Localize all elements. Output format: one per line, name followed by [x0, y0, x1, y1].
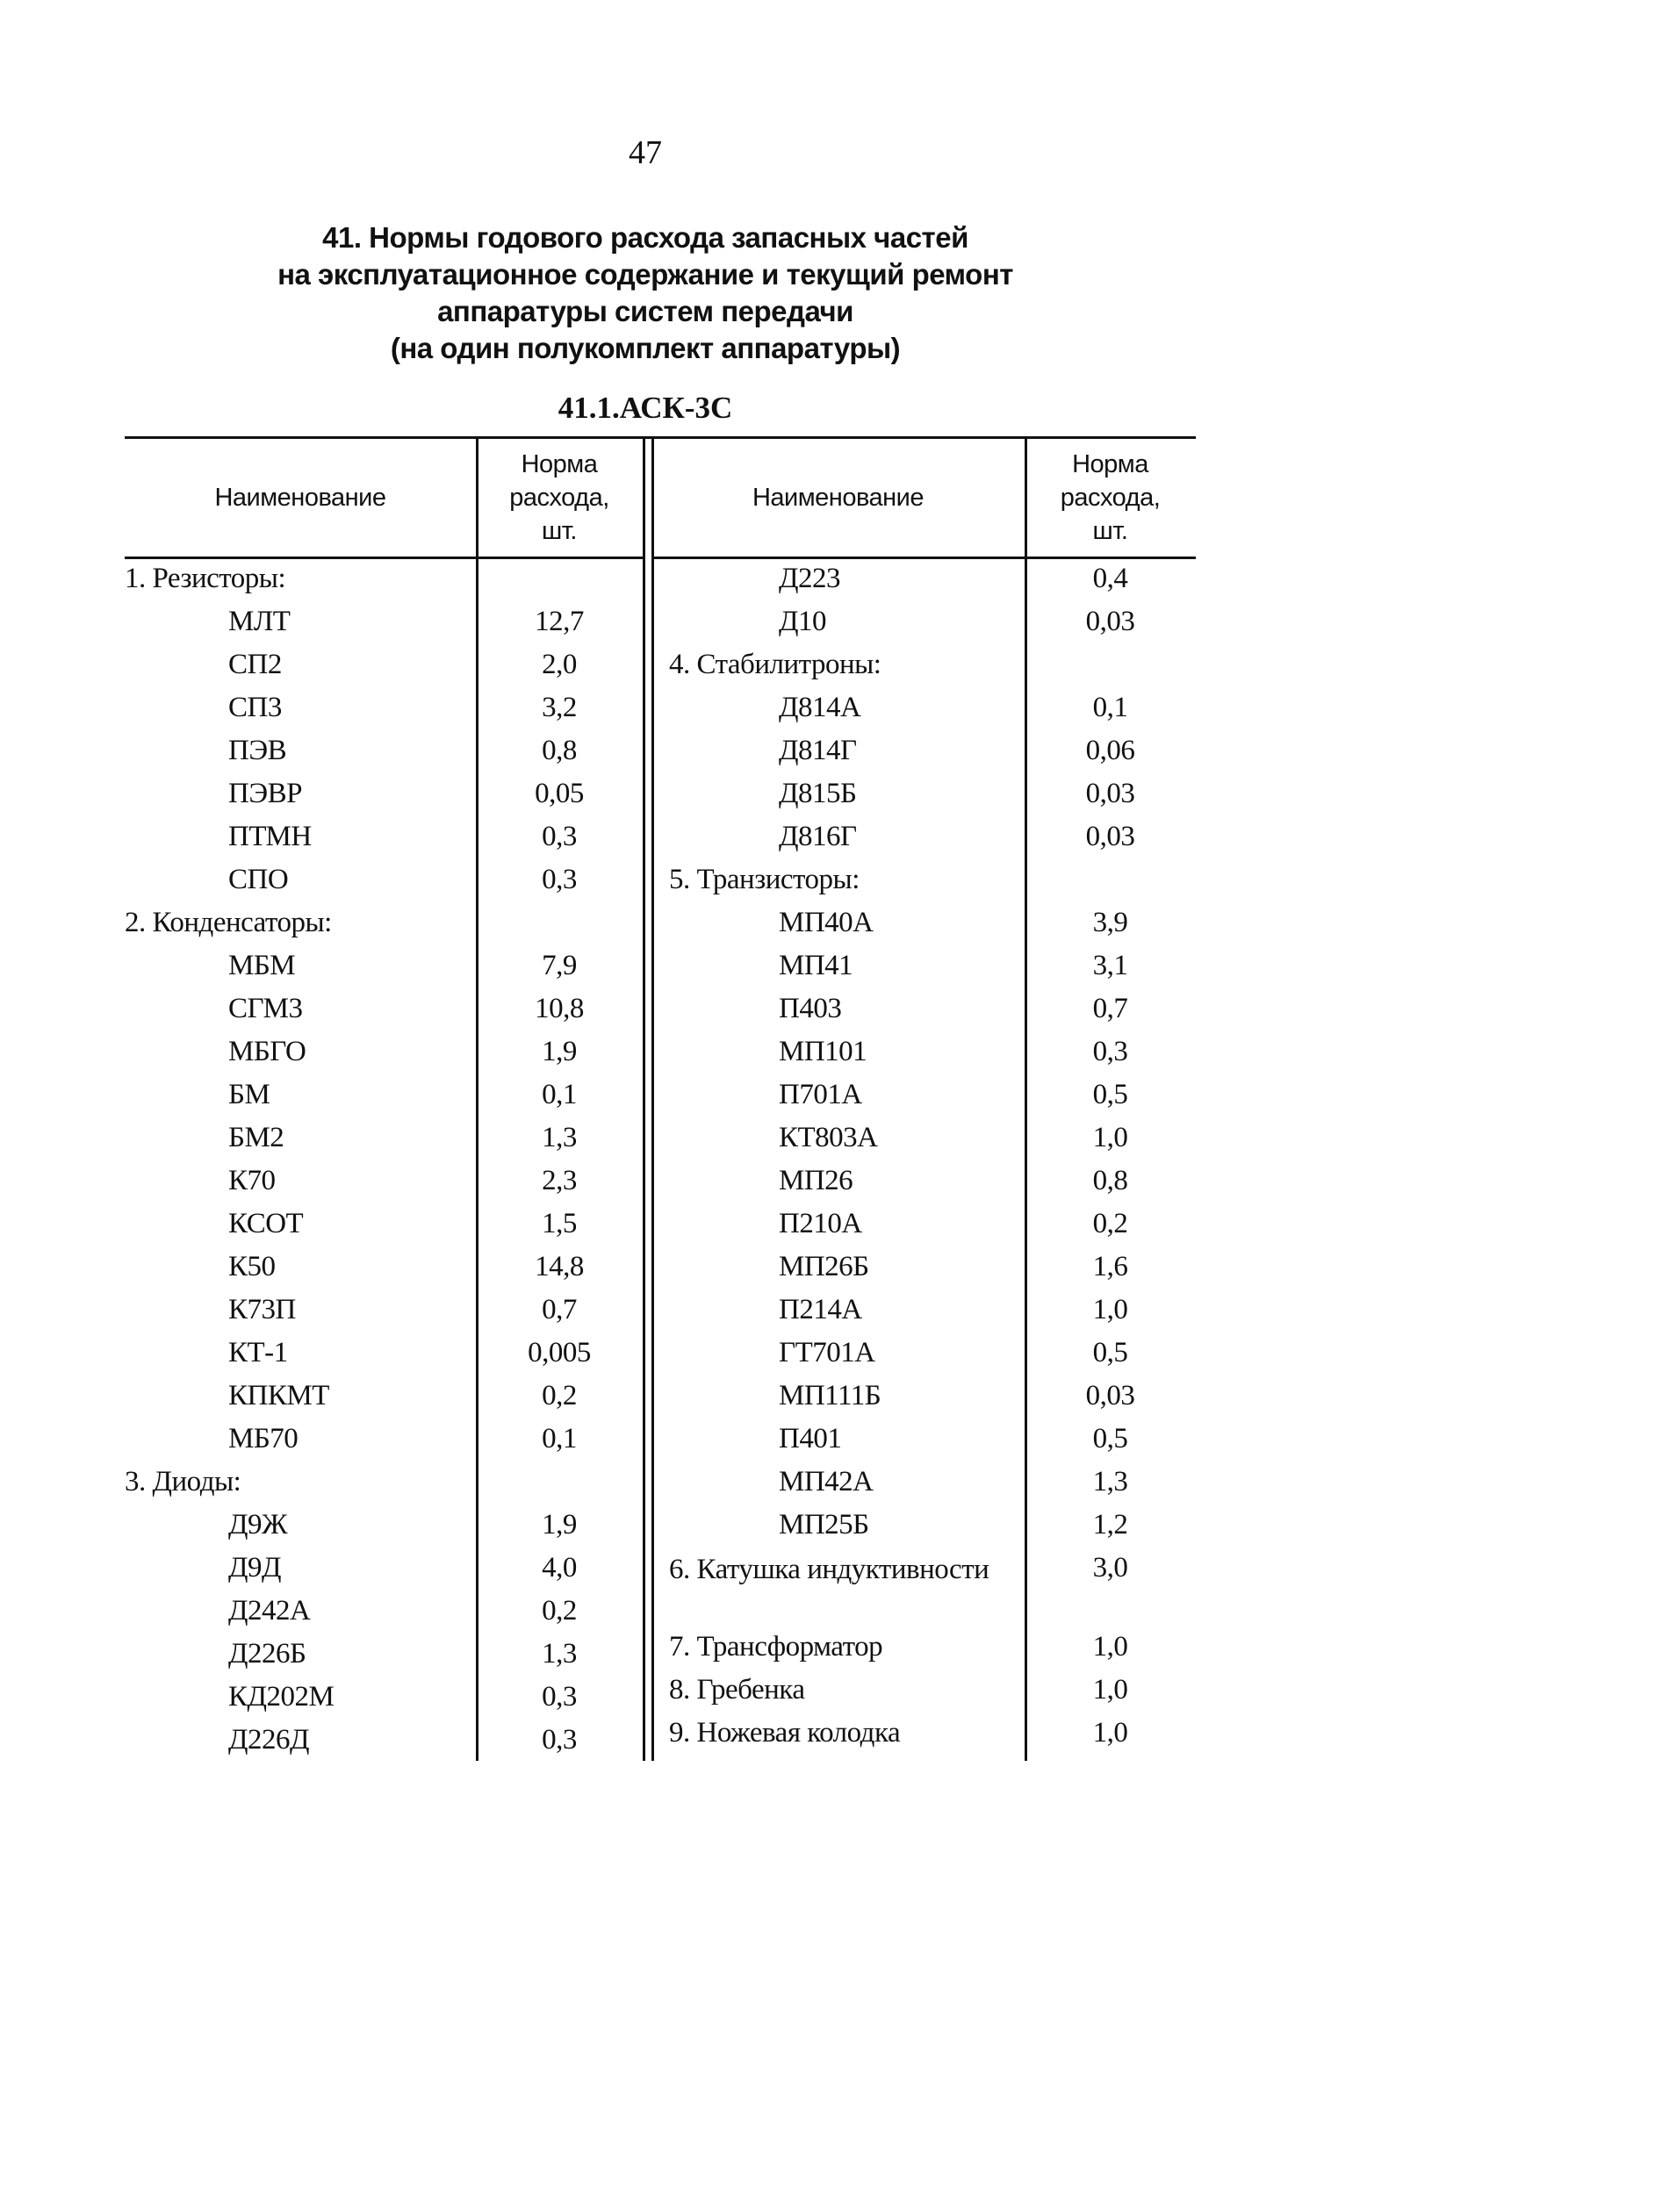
norm-value: 0,5	[1092, 1337, 1128, 1368]
norm-value: 1,3	[542, 1122, 577, 1153]
part-name: БМ2	[228, 1122, 284, 1153]
table-row	[125, 1462, 643, 1505]
table-row	[125, 1204, 643, 1247]
title-line: аппаратуры систем передачи	[437, 295, 853, 327]
norm-value: 1,3	[542, 1638, 577, 1670]
title-line: на эксплуатационное содержание и текущий ремонт	[277, 258, 1013, 291]
part-name: СПО	[228, 864, 289, 895]
table-row	[651, 774, 1196, 817]
table-row	[651, 1376, 1196, 1419]
norm-value: 0,1	[1092, 692, 1128, 723]
table-row	[125, 559, 643, 602]
table-row	[125, 688, 643, 731]
norm-value: 0,3	[542, 1724, 577, 1756]
table-row	[125, 1677, 643, 1720]
header-norm-line: расхода,	[1060, 484, 1161, 512]
category-name: 7. Трансформатор	[669, 1631, 883, 1663]
table-row	[125, 774, 643, 817]
part-name: ПТМН	[228, 821, 312, 852]
table-row	[125, 903, 643, 946]
norm-value: 0,1	[542, 1423, 577, 1454]
table-row	[125, 860, 643, 903]
norm-value: 0,5	[1092, 1423, 1128, 1454]
norm-value: 2,3	[542, 1165, 577, 1196]
part-name: СП2	[228, 649, 282, 680]
header-norm-line: Норма	[1072, 450, 1148, 478]
header-norm	[1025, 439, 1196, 557]
table-row	[125, 1505, 643, 1548]
part-name: КСОТ	[228, 1208, 304, 1239]
norm-value: 1,2	[1092, 1509, 1128, 1540]
table-row	[651, 1075, 1196, 1118]
table-row	[125, 1376, 643, 1419]
part-name: Д814А	[779, 692, 861, 723]
table-row	[125, 645, 643, 688]
title-line: (на один полукомплект аппаратуры)	[390, 332, 901, 364]
table-row	[651, 989, 1196, 1032]
part-name: МП40А	[779, 907, 874, 938]
table-rows-right	[651, 559, 1196, 1756]
title-line: 41. Нормы годового расхода запасных частей	[322, 221, 968, 254]
part-name: МП26	[779, 1165, 853, 1196]
table-row	[125, 1161, 643, 1204]
table-row	[651, 1333, 1196, 1376]
part-name: СГМ3	[228, 993, 303, 1024]
part-name: Д815Б	[779, 778, 857, 809]
norm-value: 1,9	[542, 1509, 577, 1540]
table-row	[125, 1118, 643, 1161]
part-name: КПКМТ	[228, 1380, 329, 1411]
norm-value: 1,0	[1092, 1122, 1128, 1153]
norm-value: 0,03	[1085, 778, 1135, 809]
table-center-divider	[643, 439, 645, 1761]
table-row	[651, 946, 1196, 989]
part-name: Д226Д	[228, 1724, 310, 1756]
part-name: КТ803А	[779, 1122, 878, 1153]
part-name: Д814Г	[779, 735, 857, 766]
norm-value: 0,2	[1092, 1208, 1128, 1239]
norm-value: 0,8	[542, 735, 577, 766]
part-name: П401	[779, 1423, 842, 1454]
table-rows-left	[125, 559, 643, 1763]
part-name: К70	[228, 1165, 276, 1196]
norm-value: 0,3	[542, 1681, 577, 1713]
table-row	[651, 731, 1196, 774]
category-name: 9. Ножевая колодка	[669, 1717, 901, 1749]
norm-value: 0,8	[1092, 1165, 1128, 1196]
norm-value: 14,8	[535, 1251, 584, 1282]
table-row	[651, 1548, 1196, 1627]
table-row	[651, 1290, 1196, 1333]
norm-value: 1,5	[542, 1208, 577, 1239]
part-name: МП42А	[779, 1466, 874, 1497]
table-row	[125, 1591, 643, 1634]
norm-value: 10,8	[535, 993, 584, 1024]
table-row	[651, 817, 1196, 860]
table-row	[125, 1290, 643, 1333]
norm-value: 0,5	[1092, 1079, 1128, 1110]
table-row	[651, 1627, 1196, 1670]
table-row	[125, 1075, 643, 1118]
category-name: 3. Диоды:	[125, 1466, 241, 1497]
part-name: Д10	[779, 606, 827, 637]
category-name: 2. Конденсаторы:	[125, 907, 332, 938]
header-name: Наименование	[752, 483, 925, 512]
norm-value: 0,3	[542, 821, 577, 852]
part-name: Д226Б	[228, 1638, 306, 1670]
header-norm-line: шт.	[1092, 517, 1128, 545]
table-row	[125, 1548, 643, 1591]
part-name: МЛТ	[228, 606, 291, 637]
part-name: КД202М	[228, 1681, 335, 1713]
part-name: МБМ	[228, 950, 296, 981]
table-row	[125, 817, 643, 860]
norm-value: 12,7	[535, 606, 584, 637]
table-row	[651, 1118, 1196, 1161]
part-name: П403	[779, 993, 842, 1024]
table-row	[651, 1247, 1196, 1290]
part-name: ПЭВР	[228, 778, 302, 809]
table-row	[651, 645, 1196, 688]
norm-value: 3,1	[1092, 950, 1128, 981]
norm-value: 0,7	[542, 1294, 577, 1325]
section-subtitle: 41.1.АСК-3С	[558, 391, 733, 425]
category-name: 8. Гребенка	[669, 1674, 805, 1706]
part-name: МП111Б	[779, 1380, 881, 1411]
spare-parts-table	[125, 436, 1196, 1761]
header-norm-line: Норма	[521, 450, 598, 478]
table-row	[125, 1634, 643, 1677]
norm-value: 0,4	[1092, 563, 1128, 594]
table-row	[651, 688, 1196, 731]
part-name: МБГО	[228, 1036, 306, 1067]
table-right-half	[651, 439, 1196, 1761]
part-name: КТ-1	[228, 1337, 288, 1368]
norm-value: 1,6	[1092, 1251, 1128, 1282]
part-name: П214А	[779, 1294, 862, 1325]
norm-value: 3,2	[542, 692, 577, 723]
document-title	[0, 219, 1291, 367]
part-name: Д9Д	[228, 1552, 282, 1584]
part-name: К50	[228, 1251, 276, 1282]
norm-value: 0,7	[1092, 993, 1128, 1024]
part-name: Д223	[779, 563, 841, 594]
part-name: СП3	[228, 692, 282, 723]
header-norm-line: расхода,	[509, 484, 609, 512]
norm-value: 0,3	[1092, 1036, 1128, 1067]
norm-value: 7,9	[542, 950, 577, 981]
norm-value: 3,0	[1092, 1552, 1128, 1584]
norm-value: 2,0	[542, 649, 577, 680]
table-row	[651, 1462, 1196, 1505]
category-name: 1. Резисторы:	[125, 563, 286, 594]
table-row	[651, 1505, 1196, 1548]
table-row	[125, 946, 643, 989]
table-row	[651, 602, 1196, 645]
norm-value: 0,03	[1085, 606, 1135, 637]
norm-value: 0,05	[535, 778, 584, 809]
table-row	[651, 903, 1196, 946]
table-row	[125, 1032, 643, 1075]
category-name: 4. Стабилитроны:	[669, 649, 881, 680]
table-row	[651, 1161, 1196, 1204]
page-number: 47	[629, 134, 662, 171]
table-row	[651, 1670, 1196, 1713]
norm-value: 0,03	[1085, 1380, 1135, 1411]
norm-value: 1,0	[1092, 1631, 1128, 1663]
table-row	[125, 731, 643, 774]
part-name: МП41	[779, 950, 853, 981]
norm-value: 1,0	[1092, 1674, 1128, 1706]
part-name: Д816Г	[779, 821, 857, 852]
table-row	[125, 602, 643, 645]
part-name: ГТ701А	[779, 1337, 875, 1368]
part-name: К73П	[228, 1294, 296, 1325]
norm-value: 0,2	[542, 1595, 577, 1627]
table-row	[125, 1333, 643, 1376]
header-norm-line: шт.	[542, 517, 577, 545]
category-name: 6. Катушка индуктивности	[669, 1554, 989, 1585]
table-row	[125, 1720, 643, 1763]
table-row	[125, 1247, 643, 1290]
norm-value: 0,3	[542, 864, 577, 895]
part-name: МБ70	[228, 1423, 299, 1454]
table-row	[651, 1419, 1196, 1462]
part-name: БМ	[228, 1079, 270, 1110]
norm-value: 4,0	[542, 1552, 577, 1584]
part-name: П701А	[779, 1079, 862, 1110]
table-row	[651, 559, 1196, 602]
norm-value: 3,9	[1092, 907, 1128, 938]
norm-value: 0,1	[542, 1079, 577, 1110]
table-row	[651, 1204, 1196, 1247]
norm-value: 1,0	[1092, 1294, 1128, 1325]
header-norm	[476, 439, 643, 557]
table-left-half	[125, 439, 643, 1761]
norm-value: 1,0	[1092, 1717, 1128, 1749]
category-name: 5. Транзисторы:	[669, 864, 860, 895]
norm-value: 0,005	[528, 1337, 591, 1368]
norm-value: 1,3	[1092, 1466, 1128, 1497]
table-row	[651, 1032, 1196, 1075]
norm-value: 0,2	[542, 1380, 577, 1411]
norm-value: 0,03	[1085, 821, 1135, 852]
table-header	[125, 439, 643, 559]
table-row	[125, 1419, 643, 1462]
part-name: ПЭВ	[228, 735, 287, 766]
table-header	[651, 439, 1196, 559]
part-name: П210А	[779, 1208, 862, 1239]
part-name: МП101	[779, 1036, 867, 1067]
norm-value: 0,06	[1085, 735, 1135, 766]
part-name: Д9Ж	[228, 1509, 288, 1540]
table-row	[125, 989, 643, 1032]
header-name: Наименование	[214, 483, 386, 512]
part-name: МП26Б	[779, 1251, 869, 1282]
part-name: Д242А	[228, 1595, 311, 1627]
norm-value: 1,9	[542, 1036, 577, 1067]
part-name: МП25Б	[779, 1509, 869, 1540]
table-row	[651, 1713, 1196, 1756]
table-row	[651, 860, 1196, 903]
